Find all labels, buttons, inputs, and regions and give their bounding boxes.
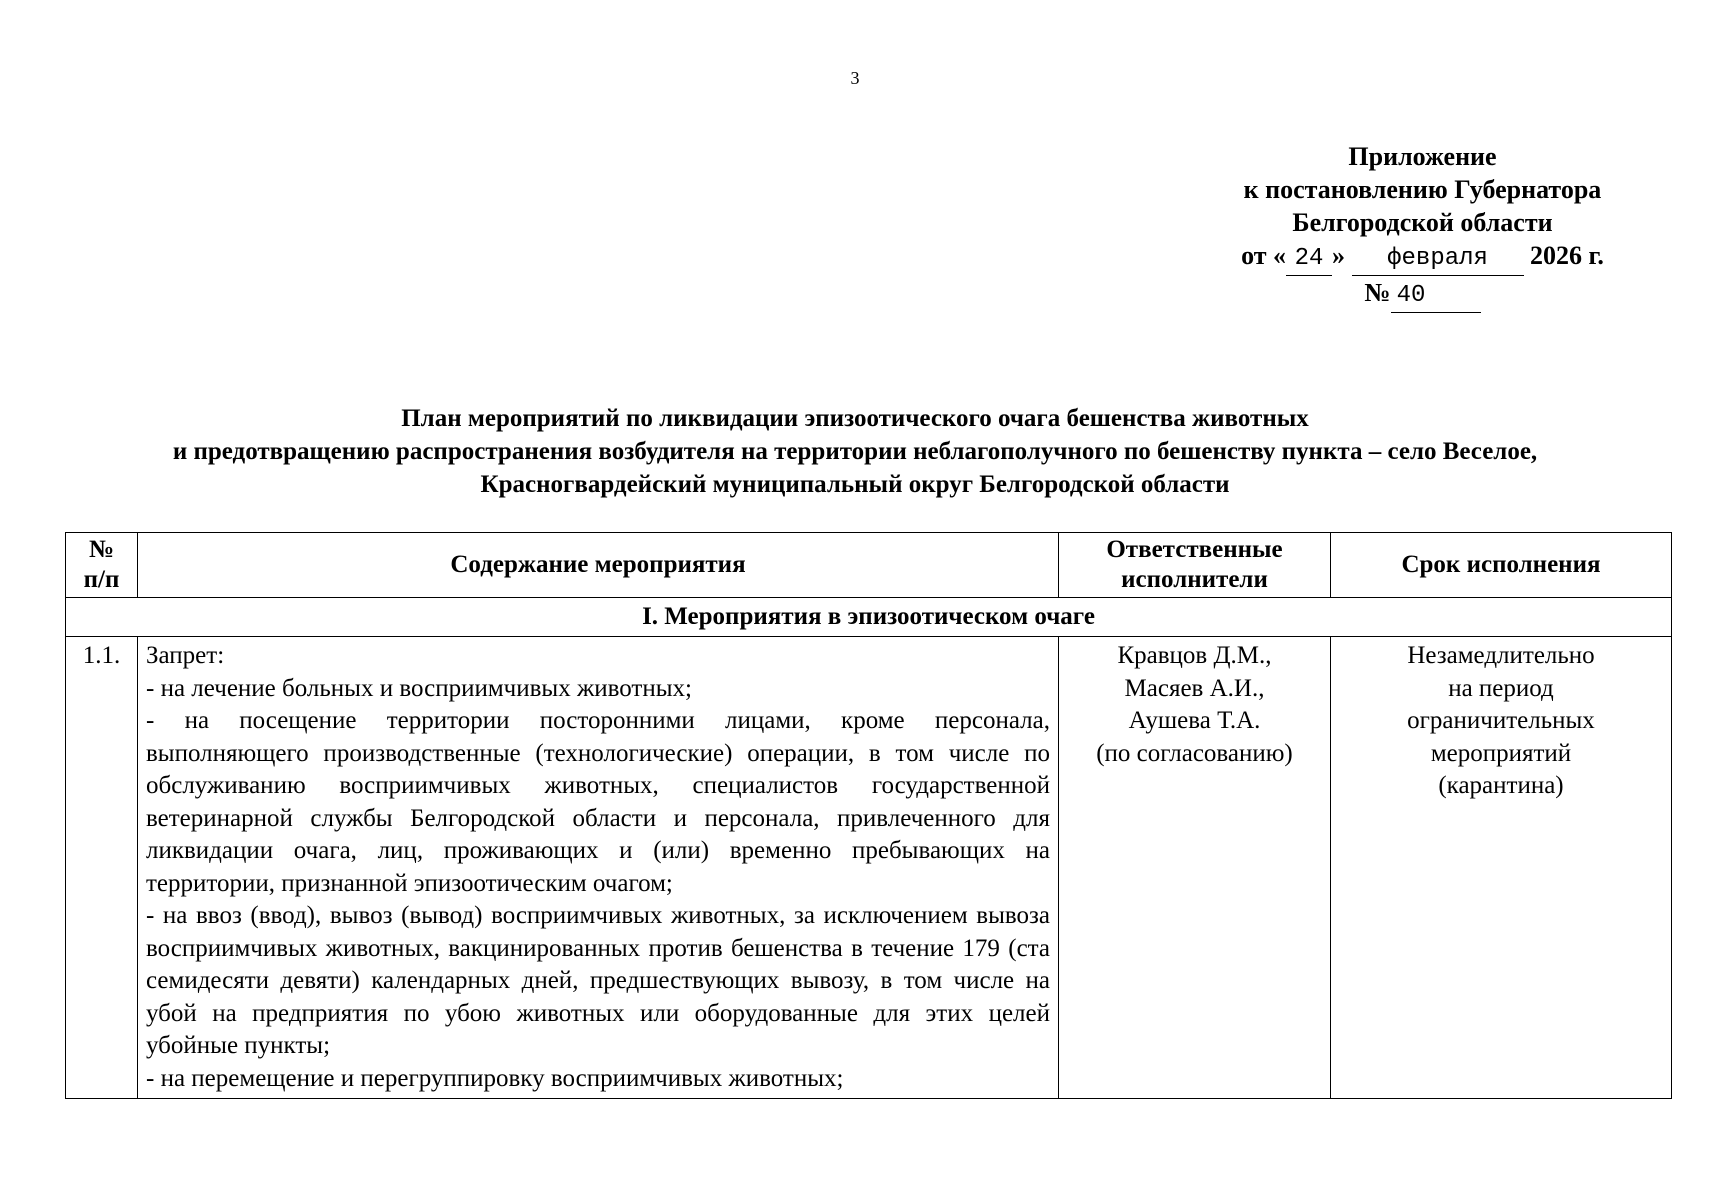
date-day: 24 xyxy=(1286,242,1332,276)
page-number: 3 xyxy=(850,68,860,88)
term-line: (карантина) xyxy=(1438,772,1564,799)
section-title: I. Мероприятия в эпизоотическом очаге xyxy=(66,598,1672,637)
number-label: № xyxy=(1364,278,1391,307)
term-line: ограничительных xyxy=(1407,707,1595,734)
term-line: Незамедлительно xyxy=(1407,642,1595,669)
appendix-title: Приложение xyxy=(1348,142,1497,171)
document-title xyxy=(30,402,1680,501)
title-line-1: План мероприятий по ликвидации эпизоотического очага бешенства животных xyxy=(401,405,1309,432)
header-responsible-line2: исполнители xyxy=(1121,566,1268,593)
content-paragraph: - на перемещение и перегруппировку восприимчивых животных; xyxy=(146,1064,844,1092)
header-number-line1: № xyxy=(88,536,115,563)
measures-table xyxy=(65,532,1672,1099)
content-paragraph: Запрет: xyxy=(146,642,225,669)
responsible-person: Масяев А.И., xyxy=(1124,674,1265,702)
term-line: на период xyxy=(1448,674,1554,702)
title-line-3: Красногвардейский муниципальный округ Белгородской области xyxy=(480,471,1230,498)
table-header-row xyxy=(66,533,1672,598)
row-number: 1.1. xyxy=(66,637,138,1099)
header-content: Содержание мероприятия xyxy=(138,533,1059,598)
responsible-person: Аушева Т.А. xyxy=(1128,707,1261,734)
row-responsible xyxy=(1059,637,1331,1099)
row-term xyxy=(1331,637,1672,1099)
title-line-2: и предотвращению распространения возбудителя на территории неблагополучного по бешенству пункта – село Веселое, xyxy=(172,438,1538,465)
header-responsible xyxy=(1059,533,1331,598)
content-paragraph: - на ввоз (ввод), вывоз (вывод) восприимчивых животных, за исключением вывоза восприимчивых животных, вакцинированных против бешенства в течение 179 (ста семидесяти девяти) календарных дней, предшествующих вывозу, в том числе на убой на предприятия по убою животных или оборудованные для этих целей убойные пункты; xyxy=(146,902,1050,1059)
term-line: мероприятий xyxy=(1430,739,1572,767)
row-content xyxy=(138,637,1059,1099)
header-responsible-line1: Ответственные xyxy=(1106,536,1283,563)
section-row xyxy=(66,598,1672,637)
number-value: 40 xyxy=(1391,279,1481,313)
appendix-block xyxy=(1180,140,1665,313)
content-paragraph: - на посещение территории посторонними лицами, кроме персонала, выполняющего производственные (технологические) операции, в том числе по обслуживанию восприимчивых животных, специалистов государственной ветеринарной службы Белгородской области и персонала, привлеченного для ликвидации очага, лиц, проживающих и (или) временно пребывающих на территории, признанной эпизоотическим очагом; xyxy=(146,707,1050,897)
content-paragraph: - на лечение больных и восприимчивых животных; xyxy=(146,674,692,702)
date-prefix: от « xyxy=(1241,241,1287,270)
date-year: 2026 г. xyxy=(1530,241,1604,270)
appendix-number xyxy=(1180,276,1665,313)
header-number xyxy=(66,533,138,598)
appendix-region: Белгородской области xyxy=(1292,208,1553,237)
responsible-person: Кравцов Д.М., xyxy=(1117,642,1272,669)
responsible-note: (по согласованию) xyxy=(1096,739,1293,767)
appendix-date xyxy=(1180,239,1665,276)
header-term: Срок исполнения xyxy=(1331,533,1672,598)
appendix-reference: к постановлению Губернатора xyxy=(1243,175,1602,204)
date-month: февраля xyxy=(1352,242,1524,276)
date-quote-close: » xyxy=(1332,241,1346,270)
header-number-line2: п/п xyxy=(83,566,120,593)
table-row xyxy=(66,637,1672,1099)
